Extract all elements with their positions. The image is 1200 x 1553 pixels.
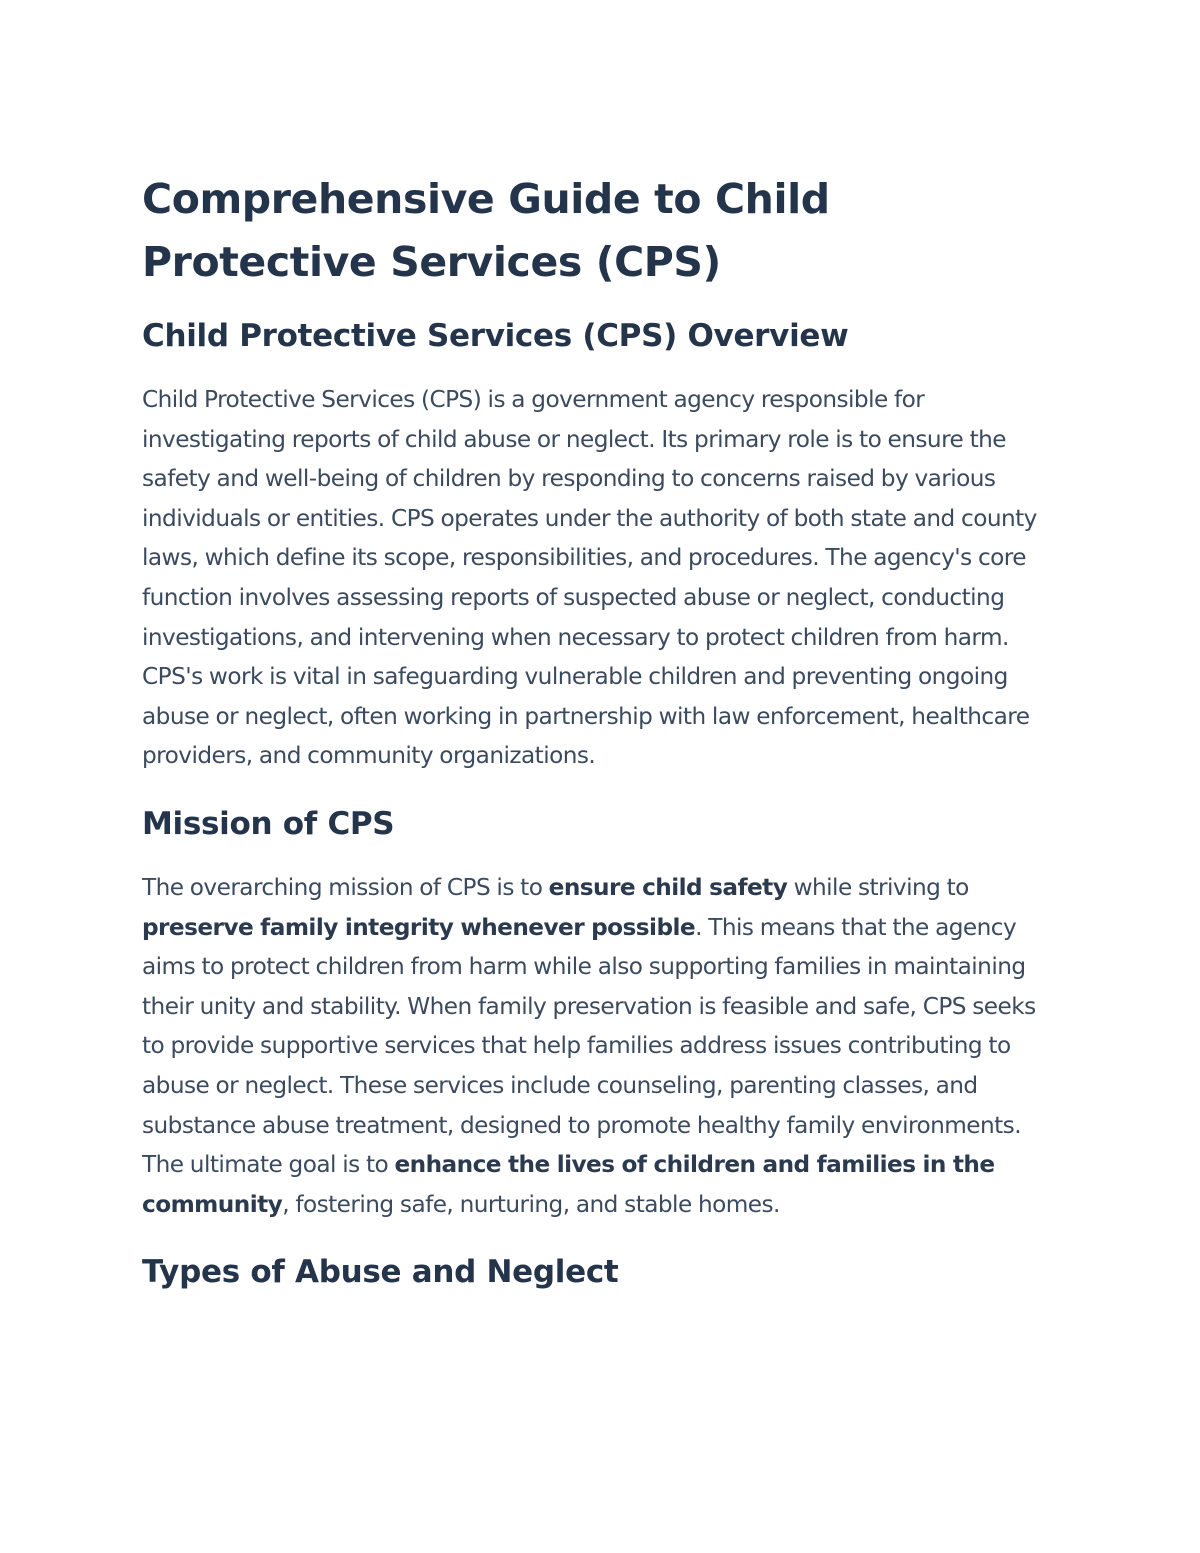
mission-text-2: while striving to <box>787 873 969 901</box>
mission-emphasis-enhance-lives: enhance the lives of children and families in the community <box>142 1151 995 1218</box>
overview-paragraph: Child Protective Services (CPS) is a government agency responsible for investigating reports of child abuse or neglect. Its primary role is to ensure the safety and well-being of children by responding to concerns raised by various individuals or entities. CPS operates under the authority of both state and county laws, which define its scope, responsibilities, and procedures. The agency's core function involves assessing reports of suspected abuse or neglect, conducting investigations, and intervening when necessary to protect children from harm. CPS's work is vital in safeguarding vulnerable children and preventing ongoing abuse or neglect, often working in partnership with law enforcement, healthcare providers, and community organizations. <box>142 386 1037 770</box>
mission-emphasis-family-integrity: preserve family integrity whenever possible <box>142 913 696 941</box>
mission-text-4: , fostering safe, nurturing, and stable homes. <box>282 1190 780 1218</box>
section-heading-types-of-abuse: Types of Abuse and Neglect <box>142 1254 619 1291</box>
mission-text-1: The overarching mission of CPS is to <box>142 873 549 901</box>
section-heading-mission: Mission of CPS <box>142 805 395 842</box>
document-title <box>142 168 1062 294</box>
document-page <box>142 168 1062 1292</box>
document-title-line-1: Comprehensive Guide to Child <box>142 175 830 223</box>
document-title-line-2: Protective Services (CPS) <box>142 238 721 286</box>
section-heading-overview: Child Protective Services (CPS) Overview <box>142 318 849 354</box>
mission-paragraph <box>142 868 1062 1224</box>
mission-text-3: . This means that the agency aims to protect children from harm while also supporting families in maintaining their unity and stability. When family preservation is feasible and safe, CPS seeks to provide supportive services that help families address issues contributing to abuse or neglect. These services include counseling, parenting classes, and substance abuse treatment, designed to promote healthy family environments. The ultimate goal is to <box>142 913 1036 1179</box>
mission-emphasis-child-safety: ensure child safety <box>548 873 788 901</box>
